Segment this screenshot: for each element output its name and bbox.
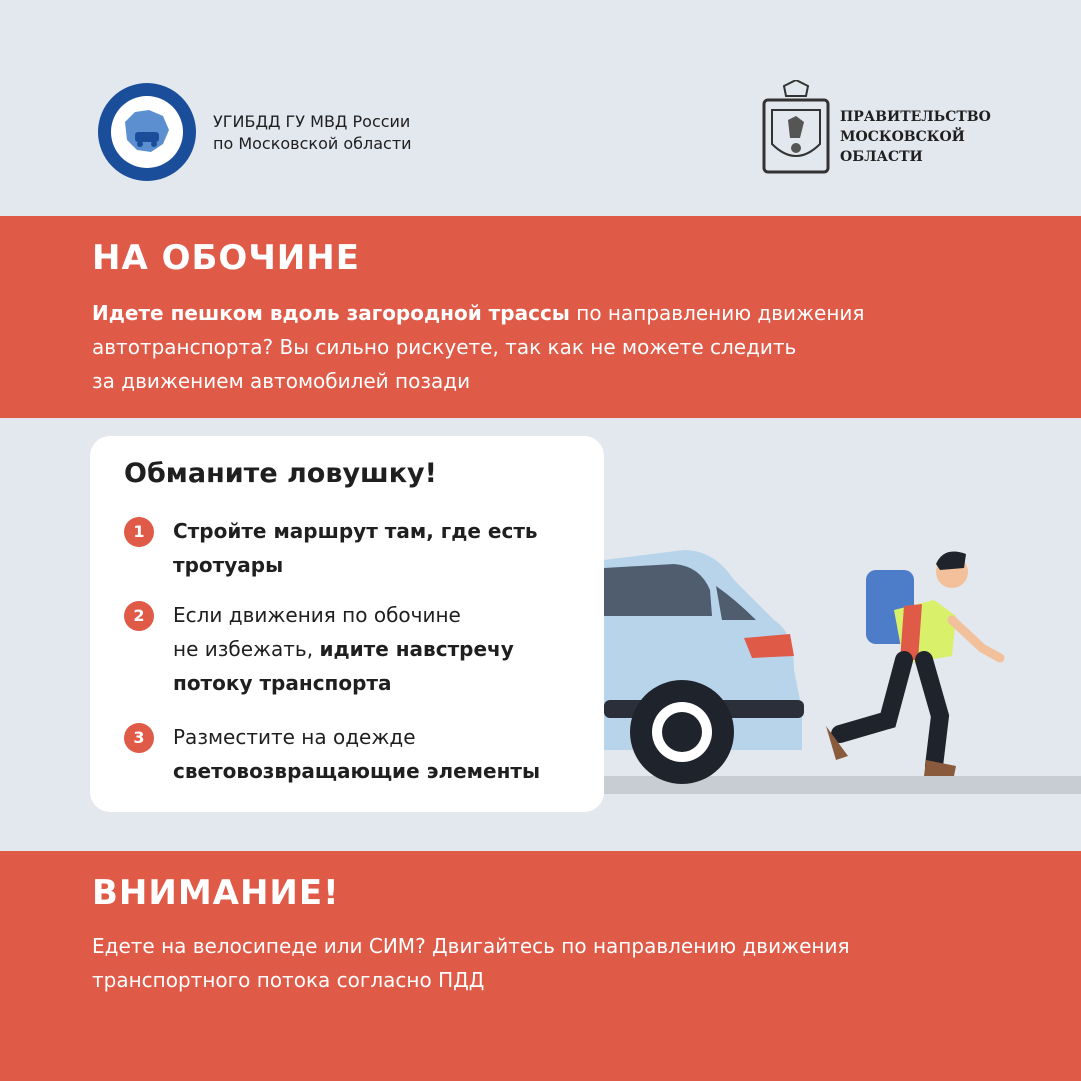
- pedestrian-figure: [826, 552, 1000, 776]
- shoulder-warning-banner: [0, 216, 1081, 418]
- banner-text: [92, 296, 992, 398]
- org-right-line1: ПРАВИТЕЛЬСТВО: [840, 109, 991, 125]
- tip-text: [173, 598, 583, 700]
- tips-card: [90, 436, 604, 812]
- banner-text-line3: за движением автомобилей позади: [92, 369, 471, 393]
- tips-title: Обманите ловушку!: [124, 458, 437, 489]
- tip-text-plain: Разместите на одежде: [173, 725, 416, 749]
- tip-text-bold: идите навстречу: [319, 637, 514, 661]
- org-right-line3: ОБЛАСТИ: [840, 149, 923, 165]
- car-icon: [604, 550, 804, 784]
- tip-text-bold: Стройте маршрут там, где есть: [173, 519, 538, 543]
- tip-text-bold: световозвращающие элементы: [173, 759, 541, 783]
- attention-banner: [0, 851, 1081, 1081]
- tip-text: [173, 514, 583, 582]
- banner-text-line1: по направлению движения: [569, 301, 865, 325]
- attention-text: [92, 929, 992, 997]
- banner-text-bold: Идете пешком вдоль загородной трассы: [92, 301, 570, 325]
- org-left-line2: по Московской области: [213, 134, 412, 153]
- step-number-badge: 3: [124, 723, 154, 753]
- org-left-line1: УГИБДД ГУ МВД России: [213, 112, 411, 131]
- org-right-name: [840, 107, 991, 167]
- tip-text-bold: потоку транспорта: [173, 671, 392, 695]
- attention-text-line1: Едете на велосипеде или СИМ? Двигайтесь по направлению движения: [92, 934, 850, 958]
- org-left-name: [213, 111, 412, 155]
- step-number-badge: 1: [124, 517, 154, 547]
- org-right-line2: МОСКОВСКОЙ: [840, 129, 965, 145]
- step-number-badge: 2: [124, 601, 154, 631]
- attention-title: ВНИМАНИЕ!: [92, 873, 340, 913]
- tip-text-plain: Если движения по обочине: [173, 603, 461, 627]
- gibdd-emblem-icon: [97, 82, 197, 182]
- header: [0, 0, 1081, 216]
- banner-text-line2: автотранспорта? Вы сильно рискуете, так как не можете следить: [92, 335, 797, 359]
- moscow-region-coat-of-arms-icon: [760, 80, 832, 176]
- tip-text-bold: тротуары: [173, 553, 284, 577]
- tip-text-plain: не избежать,: [173, 637, 320, 661]
- pedestrian-and-car-illustration: [604, 520, 1081, 810]
- banner-title: НА ОБОЧИНЕ: [92, 238, 360, 278]
- tip-text: [173, 720, 583, 788]
- attention-text-line2: транспортного потока согласно ПДД: [92, 968, 485, 992]
